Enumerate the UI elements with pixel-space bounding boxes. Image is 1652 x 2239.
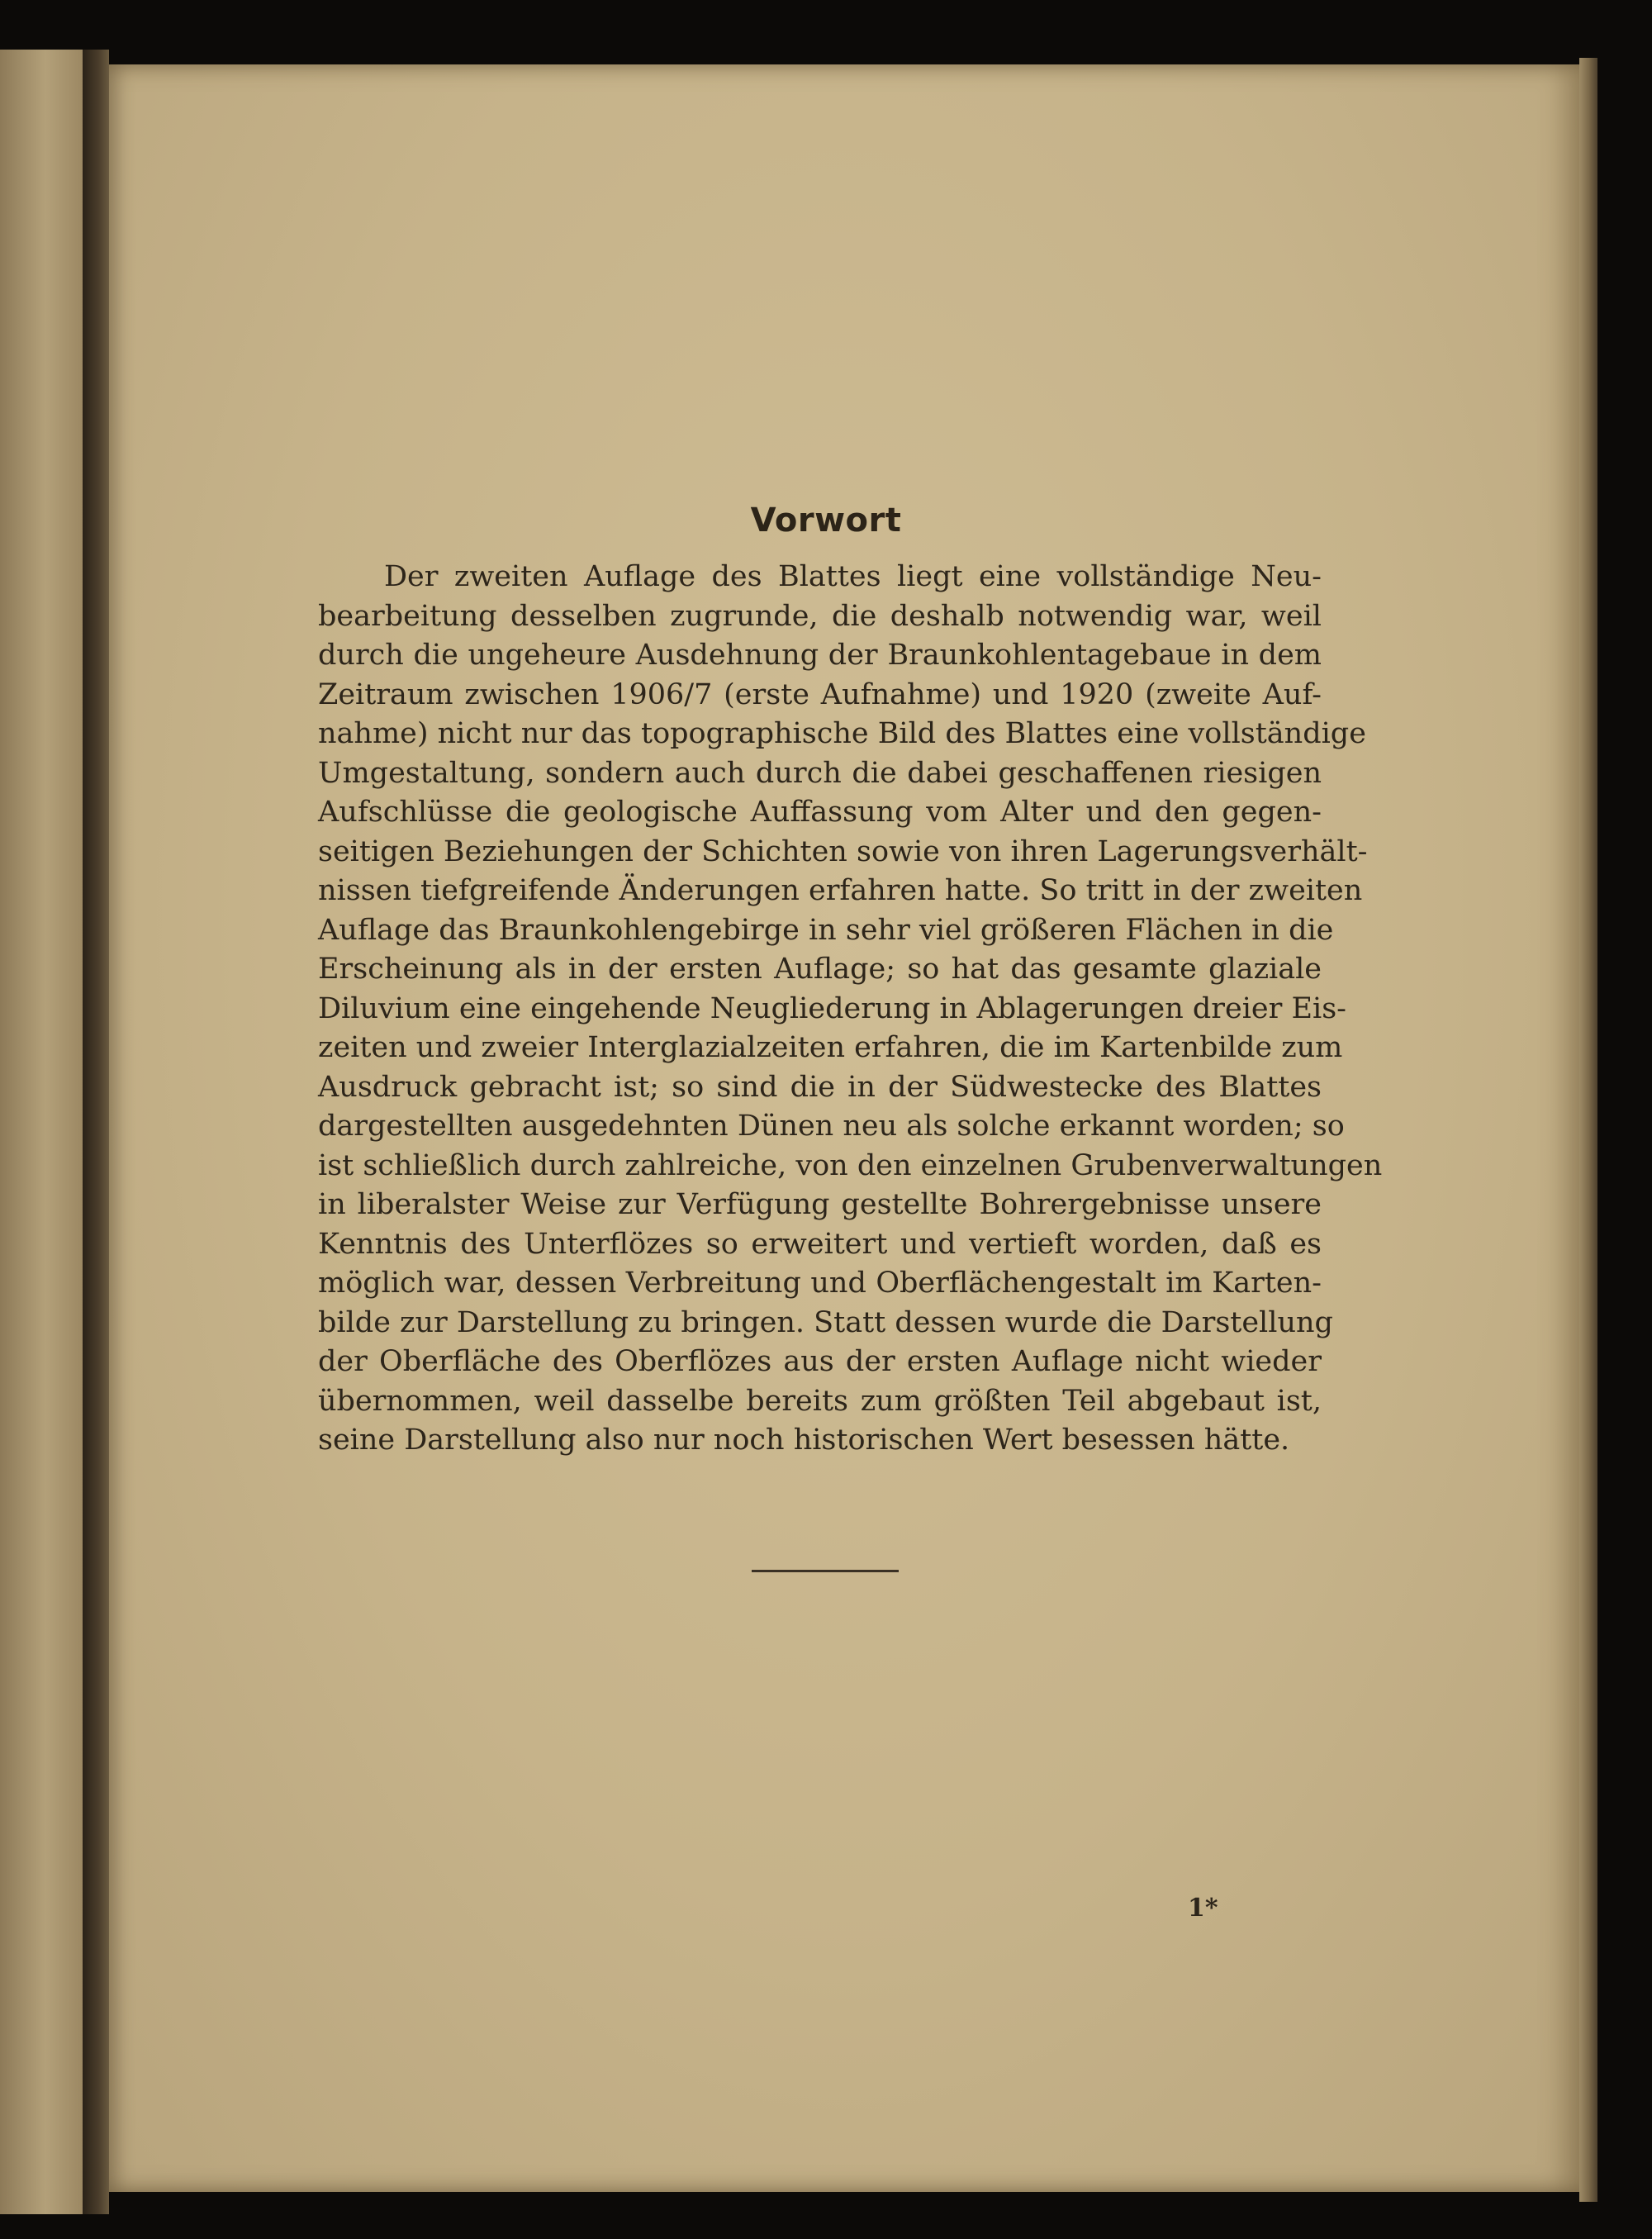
text-line: Aufschlüsse die geologische Auffassung vom Alter und den gegen- bbox=[318, 796, 1322, 829]
text-line: nahme) nicht nur das topographische Bild des Blattes eine vollständige bbox=[318, 717, 1366, 750]
book-gutter bbox=[83, 50, 109, 2214]
text-line: Erscheinung als in der ersten Auflage; so hat das gesamte glaziale bbox=[318, 953, 1322, 986]
page-title: Vorwort bbox=[750, 502, 902, 540]
preface-paragraph bbox=[318, 558, 1383, 1461]
text-line: Umgestaltung, sondern auch durch die dabei geschaffenen riesigen bbox=[318, 756, 1322, 790]
text-line: durch die ungeheure Ausdehnung der Braunkohlentagebaue in dem bbox=[318, 639, 1322, 672]
text-line: Der zweiten Auflage des Blattes liegt eine vollständige Neu- bbox=[384, 560, 1322, 593]
section-divider bbox=[752, 1570, 899, 1572]
text-line: bilde zur Darstellung zu bringen. Statt dessen wurde die Darstellung bbox=[318, 1305, 1333, 1339]
text-line: Auflage das Braunkohlengebirge in sehr viel größeren Flächen in die bbox=[318, 913, 1334, 947]
text-line: möglich war, dessen Verbreitung und Oberflächengestalt im Karten- bbox=[318, 1267, 1322, 1300]
text-line: zeiten und zweier Interglazialzeiten erfahren, die im Kartenbilde zum bbox=[318, 1031, 1343, 1064]
text-line: seitigen Beziehungen der Schichten sowie von ihren Lagerungsverhält- bbox=[318, 834, 1368, 868]
text-line: Kenntnis des Unterflözes so erweitert und vertieft worden, daß es bbox=[318, 1227, 1322, 1261]
page-stack-edge bbox=[1579, 58, 1597, 2202]
text-line: ist schließlich durch zahlreiche, von den einzelnen Grubenverwaltungen bbox=[318, 1148, 1383, 1182]
text-line: der Oberfläche des Oberflözes aus der ersten Auflage nicht wieder bbox=[318, 1345, 1322, 1378]
text-line: bearbeitung desselben zugrunde, die deshalb notwendig war, weil bbox=[318, 599, 1322, 633]
text-line: seine Darstellung also nur noch historischen Wert besessen hätte. bbox=[318, 1424, 1290, 1457]
text-line: Diluvium eine eingehende Neugliederung in Ablagerungen dreier Eis- bbox=[318, 991, 1347, 1025]
text-line: dargestellten ausgedehnten Dünen neu als solche erkannt worden; so bbox=[318, 1110, 1345, 1143]
text-line: nissen tiefgreifende Änderungen erfahren hatte. So tritt in der zweiten bbox=[318, 874, 1363, 907]
text-line: übernommen, weil dasselbe bereits zum größten Teil abgebaut ist, bbox=[318, 1384, 1322, 1418]
text-line: Ausdruck gebracht ist; so sind die in der Südwestecke des Blattes bbox=[318, 1070, 1322, 1104]
text-line: in liberalster Weise zur Verfügung gestellte Bohrergebnisse unsere bbox=[318, 1188, 1322, 1221]
text-line: Zeitraum zwischen 1906/7 (erste Aufnahme) und 1920 (zweite Auf- bbox=[318, 677, 1322, 711]
page-number: 1* bbox=[1188, 1894, 1218, 1923]
previous-page-edge bbox=[0, 50, 83, 2214]
